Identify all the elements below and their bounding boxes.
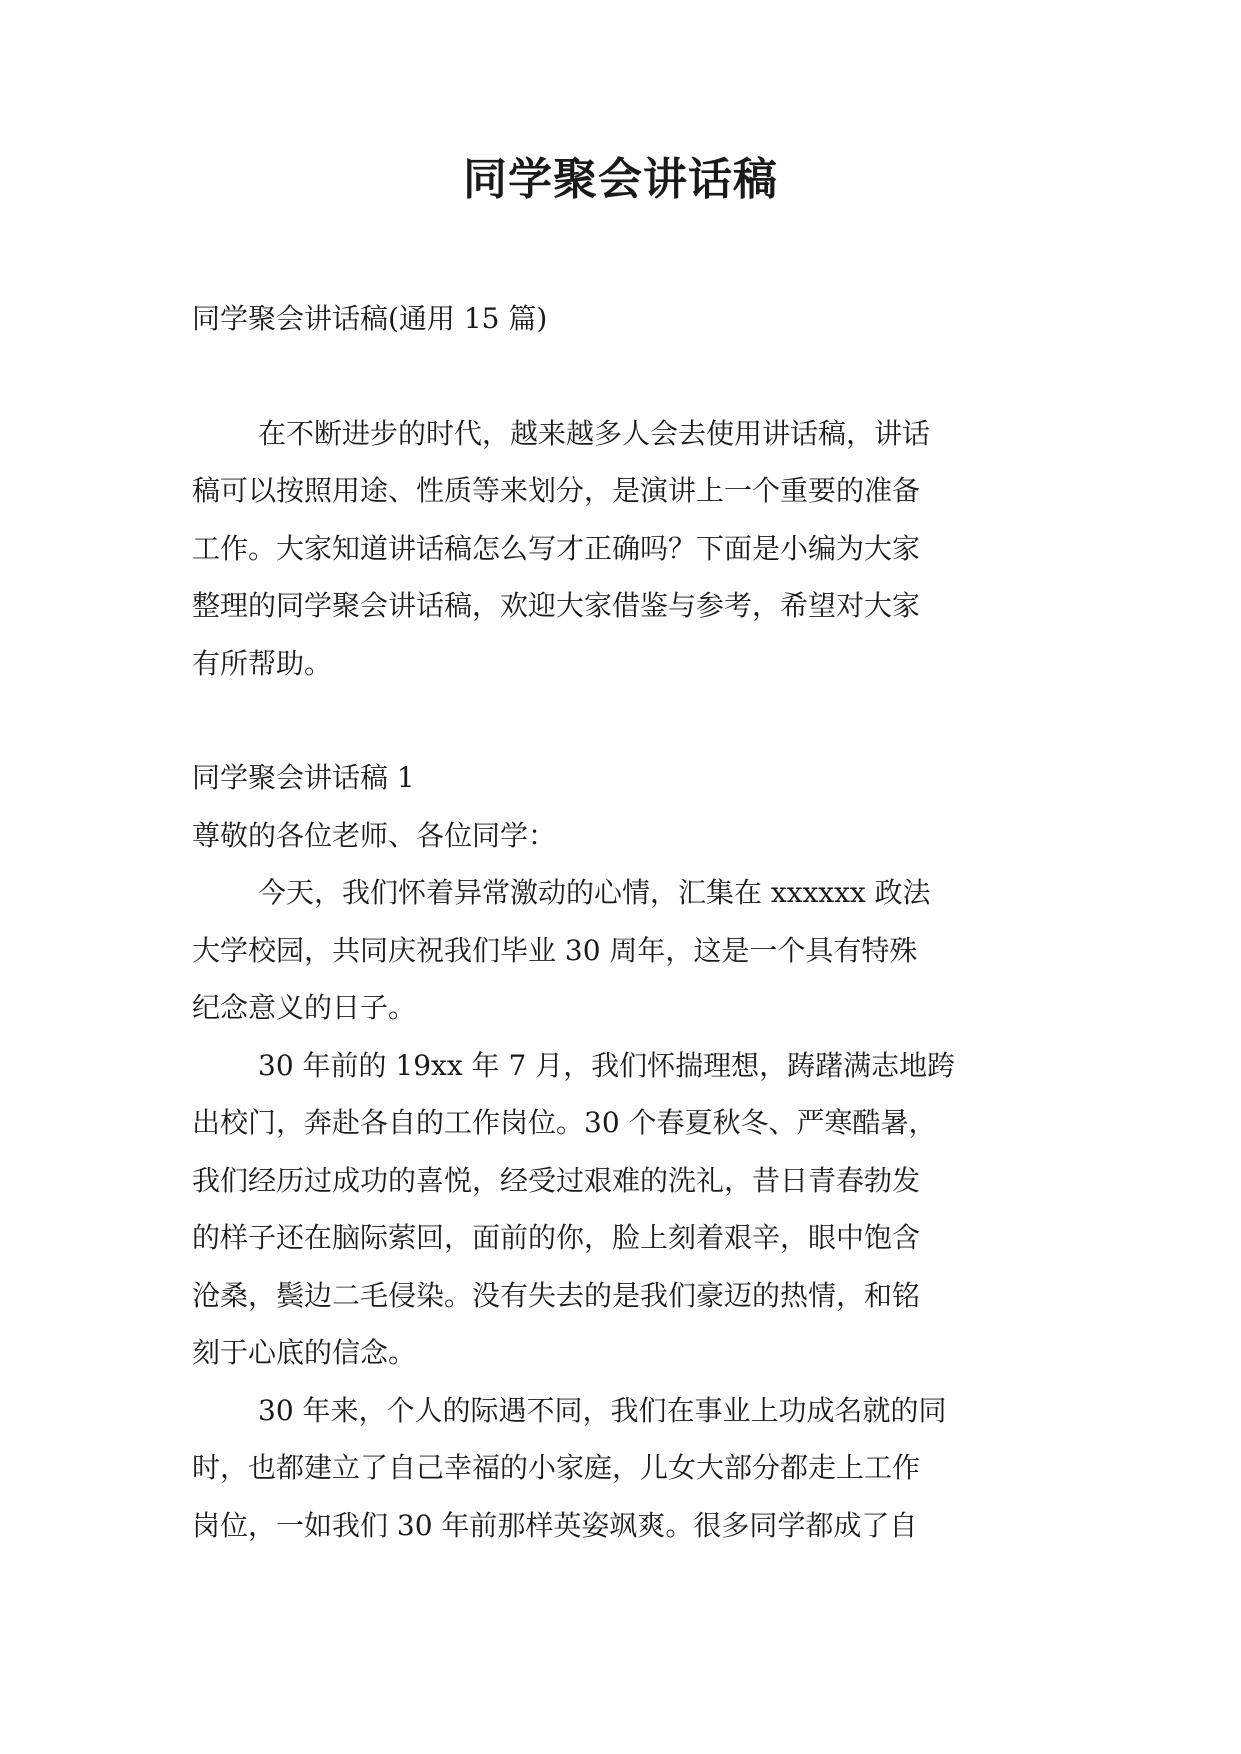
- paragraph-line: 岗位，一如我们 30 年前那样英姿飒爽。很多同学都成了自: [192, 1508, 918, 1542]
- paragraph-line: 的样子还在脑际萦回，面前的你，脸上刻着艰辛，眼中饱含: [192, 1221, 921, 1254]
- document-subtitle: 同学聚会讲话稿(通用 15 篇): [192, 302, 548, 335]
- paragraph-line: 30 年来，个人的际遇不同，我们在事业上功成名就的同: [258, 1393, 947, 1427]
- intro-paragraph: [192, 405, 1052, 693]
- spacer: [192, 692, 1052, 749]
- paragraph-line: 有所帮助。: [192, 646, 333, 680]
- paragraph-line: 纪念意义的日子。: [192, 991, 417, 1024]
- paragraph-line: 30 年前的 19xx 年 7 月，我们怀揣理想，踌躇满志地跨: [258, 1048, 956, 1082]
- salutation: 尊敬的各位老师、各位同学：: [192, 818, 557, 852]
- paragraph-line: 整理的同学聚会讲话稿，欢迎大家借鉴与参考，希望对大家: [192, 589, 921, 622]
- paragraph-line: 在不断进步的时代，越来越多人会去使用讲话稿，讲话: [258, 416, 931, 450]
- spacer: [192, 348, 1052, 405]
- paragraph-line: 我们经历过成功的喜悦，经受过艰难的洗礼，昔日青春勃发: [192, 1163, 921, 1197]
- paragraph-line: 刻于心底的信念。: [192, 1336, 417, 1369]
- document-body: [192, 290, 1052, 1554]
- paragraph-line: 稿可以按照用途、性质等来划分，是演讲上一个重要的准备: [192, 474, 921, 507]
- paragraph-line: 大学校园，共同庆祝我们毕业 30 周年，这是一个具有特殊: [192, 933, 918, 967]
- paragraph-line: 时，也都建立了自己幸福的小家庭，儿女大部分都走上工作: [192, 1451, 921, 1484]
- body-paragraph-1: [192, 864, 1052, 1037]
- paragraph-line: 今天，我们怀着异常激动的心情，汇集在 xxxxxx 政法: [258, 876, 931, 909]
- body-paragraph-2: [192, 1037, 1052, 1382]
- paragraph-line: 出校门，奔赴各自的工作岗位。30 个春夏秋冬、严寒酷暑，: [192, 1106, 937, 1139]
- page-title: 同学聚会讲话稿: [463, 154, 778, 205]
- paragraph-line: 沧桑，鬓边二毛侵染。没有失去的是我们豪迈的热情，和铭: [192, 1278, 921, 1312]
- paragraph-line: 工作。大家知道讲话稿怎么写才正确吗？下面是小编为大家: [192, 531, 921, 565]
- section-heading: 同学聚会讲话稿 1: [192, 761, 415, 794]
- body-paragraph-3: [192, 1382, 1052, 1555]
